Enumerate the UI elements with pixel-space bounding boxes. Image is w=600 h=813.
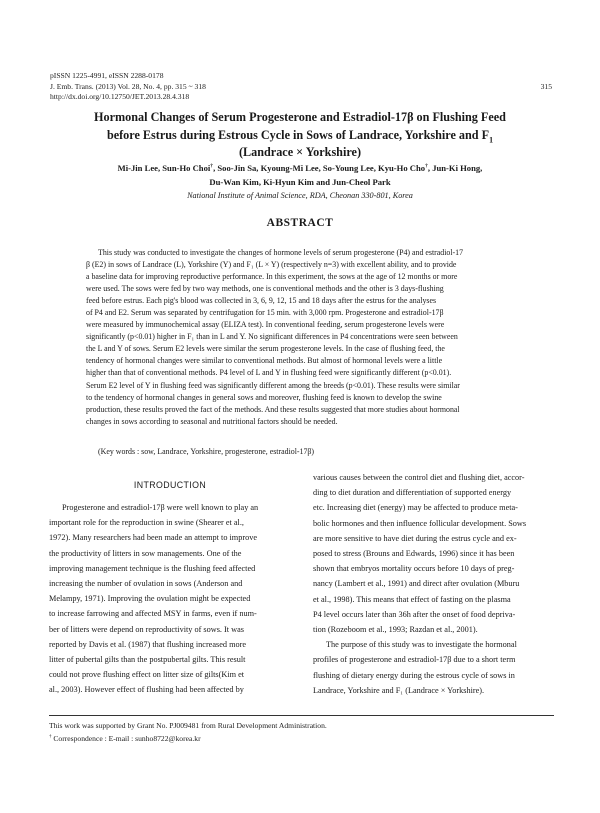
journal-citation-line: J. Emb. Trans. (2013) Vol. 28, No. 4, pp. 315 ~ 318 <box>50 81 206 91</box>
abstract-line: changes in sows according to seasonal and nutritional factors should be needed. <box>86 416 338 426</box>
abstract-line: significantly (p<0.01) higher in F₁ than in L and Y. No significant differences in P4 concentrations were seen between <box>86 332 458 342</box>
abstract-line: of P4 and E2. Serum was separated by centrifugation for 15 min. with 3,000 rpm. Progesterone and estradiol-17β <box>86 308 444 318</box>
body-line: increasing the number of ovulation in sows (Anderson and <box>49 579 243 589</box>
right-column <box>313 470 554 698</box>
body-line: reported by Davis et al. (1987) that flushing increased more <box>49 639 247 649</box>
author-line-1 <box>40 162 560 176</box>
doi-link[interactable]: http://dx.doi.org/10.12750/JET.2013.28.4.318 <box>50 92 190 102</box>
author-names-a: Mi-Jin Lee, Sun-Ho Choi <box>117 163 211 173</box>
body-line: al., 2003). However effect of flushing had been affected by <box>49 685 244 695</box>
affiliation: National Institute of Animal Science, RDA, Cheonan 330-801, Korea <box>187 191 413 200</box>
keywords: (Key words : sow, Landrace, Yorkshire, progesterone, estradiol-17β) <box>98 447 315 456</box>
body-line: improving management technique is the flushing feed affected <box>49 563 256 573</box>
abstract-line: β (E2) in sows of Landrace (L), Yorkshire (Y) and F₁ (L × Y) (respectively n=3) with excellent ability, and to provide <box>86 260 457 270</box>
body-line: flushing of dietary energy during the estrous cycle of sows in <box>313 670 515 680</box>
body-line: are more sensitive to have diet during the estrus cycle and ex- <box>313 533 517 543</box>
abstract-line: were used. The sows were fed by two way methods, one is conventional methods and the other is 3 days-flushing <box>86 284 444 294</box>
author-names-c: , Jun-Ki Hong, <box>427 163 483 173</box>
introduction-heading: INTRODUCTION <box>133 480 207 490</box>
body-line: important role for the reproduction in swine (Shearer et al., <box>49 518 244 528</box>
abstract-body <box>86 247 554 428</box>
body-line: The purpose of this study was to investigate the hormonal <box>326 640 517 650</box>
body-line: ber of litters were depend on reproductivity of sows. It was <box>49 624 244 634</box>
corresponding-mark: † <box>210 163 214 170</box>
body-line: et al., 1998). This means that effect of fasting on the plasma <box>313 594 511 604</box>
body-line: the productivity of litters in sow managements. One of the <box>49 548 242 558</box>
abstract-line: Serum E2 level of Y in flushing feed was significantly different among the breeds (p<0.01). These results were similar <box>86 380 460 390</box>
paper-title <box>40 109 560 162</box>
correspondence-email[interactable]: Correspondence : E-mail : sunho8722@korea.kr <box>51 734 201 743</box>
abstract-line: This study was conducted to investigate the changes of hormone levels of serum progesterone (P4) and estradiol-17 <box>98 248 464 257</box>
body-line: Melampy, 1971). Improving the ovulation might be expected <box>49 594 251 604</box>
abstract-line: were measured by immunochemical assay (ELIZA test). In conventional feeding, serum progesterone levels were <box>86 320 445 330</box>
journal-meta <box>50 71 206 103</box>
abstract-line: a baseline data for improving reproductive performance. In this experiment, the sows at the age of 12 months or more <box>86 272 458 282</box>
abstract-heading: ABSTRACT <box>266 217 334 229</box>
body-line: profiles of progesterone and estradiol-17β due to a short term <box>313 655 516 665</box>
left-column <box>49 500 291 698</box>
abstract-line: production, these results proved the fact of the methods. And these results suggested that more studies about hormonal <box>86 404 460 414</box>
author-line-2: Du-Wan Kim, Ki-Hyun Kim and Jun-Cheol Park <box>209 176 391 187</box>
body-line: posed to stress (Brouns and Edwards, 1996) since it has been <box>313 549 515 559</box>
body-line: Progesterone and estradiol-17β were well known to play an <box>62 503 259 512</box>
abstract-line: tendency of hormonal changes were similar to conventional methods. But almost of hormonal levels were a little <box>86 356 443 366</box>
correspondence-mark: † <box>49 734 52 740</box>
title-subscript: 1 <box>489 134 494 144</box>
body-line: various causes between the control diet and flushing diet, accor- <box>313 473 525 482</box>
page-number: 315 <box>540 82 552 91</box>
body-line: bolic hormones and then influence follicular development. Sows <box>313 518 527 528</box>
abstract-line: to the tendency of hormonal changes in general sows and moreover, flushing feed is known to develop the swine <box>86 392 442 402</box>
correspondence-footnote <box>49 734 201 743</box>
corresponding-mark-2: † <box>425 163 428 170</box>
body-line: litter of pubertal gilts than the postpubertal gilts. This result <box>49 655 246 665</box>
body-line: etc. Increasing diet (energy) may be affected to produce meta- <box>313 503 518 513</box>
title-line-1: Hormonal Changes of Serum Progesterone and Estradiol-17β on Flushing Feed <box>94 110 506 124</box>
body-line: P4 level occurs later than 36h after the onset of food depriva- <box>313 609 516 619</box>
abstract-line: feed before estrus. Each pig's blood was collected in 3, 6, 9, 12, 15 and 18 days after the estrus for the analyses <box>86 296 437 306</box>
body-line: to increase farrowing and affected MSY in farms, even if num- <box>49 609 257 619</box>
body-line: ding to diet duration and differentiation of supported energy <box>313 488 512 498</box>
grant-footnote: This work was supported by Grant No. PJ009481 from Rural Development Administration. <box>49 721 327 730</box>
title-line-2-text: before Estrus during Estrous Cycle in Sows of Landrace, Yorkshire and F <box>106 127 490 142</box>
body-line: 1972). Many researchers had been made an attempt to improve <box>49 533 258 543</box>
title-line-2 <box>40 127 560 145</box>
abstract-line: the L and Y of sows. Serum E2 levels were similar the serum progesterone levels. In the case of flushing feed, the <box>86 344 445 354</box>
issn-line: pISSN 1225-4991, eISSN 2288-0178 <box>50 71 164 80</box>
author-list <box>40 162 560 189</box>
footnote-divider <box>49 715 554 716</box>
body-line: Landrace, Yorkshire and F₁ (Landrace × Yorkshire). <box>313 685 485 695</box>
body-line: nancy (Lambert et al., 1991) and direct after ovulation (Mburu <box>313 579 520 589</box>
title-line-3: (Landrace × Yorkshire) <box>238 145 362 159</box>
author-names-b: , Soo-Jin Sa, Kyoung-Mi Lee, So-Young Lee, Kyu-Ho Cho <box>213 163 426 173</box>
body-line: tion (Rozeboom et al., 1993; Razdan et al., 2001). <box>313 625 478 635</box>
body-line: shown that embryos mortality occurs before 10 days of preg- <box>313 564 515 574</box>
body-line: could not prove flushing effect on litter size of gilts(Kim et <box>49 670 245 680</box>
abstract-line: higher than that of conventional methods. P4 level of L and Y in flushing feed were significantly different (p<0.01). <box>86 368 452 378</box>
